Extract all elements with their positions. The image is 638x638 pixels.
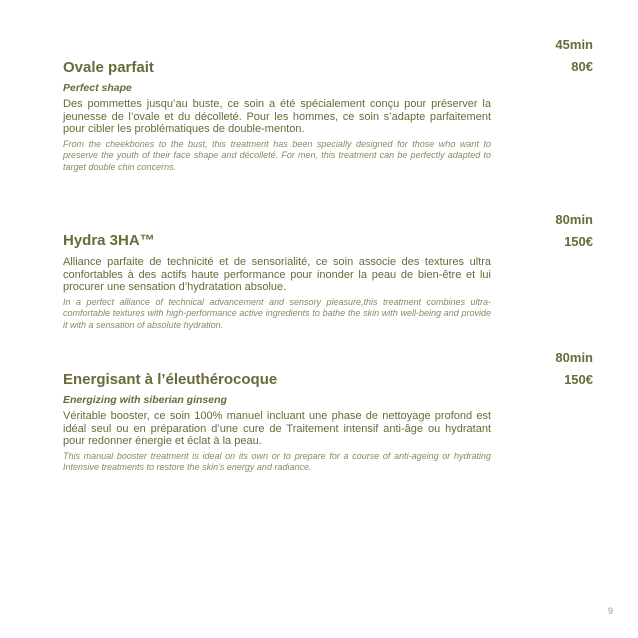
treatment-title: Ovale parfait bbox=[63, 59, 154, 76]
treatment-title: Energisant à l’éleuthérocoque bbox=[63, 371, 278, 388]
price-block-energisant bbox=[555, 347, 593, 391]
treatment-hydra-3ha bbox=[63, 232, 491, 331]
price: 80€ bbox=[571, 59, 593, 74]
description-fr: Alliance parfaite de technicité et de sensorialité, ce soin associe des textures ultra confortables à des actifs haute performance pour inonder la peau de bien-être et lui procurer une sensation d’hydratation absolue. bbox=[63, 256, 491, 293]
price-block-ovale bbox=[555, 34, 593, 78]
duration: 80min bbox=[555, 350, 593, 365]
treatment-energisant bbox=[63, 371, 491, 474]
treatment-ovale-parfait bbox=[63, 59, 491, 173]
price: 150€ bbox=[564, 372, 593, 387]
description-en: In a perfect alliance of technical advancement and sensory pleasure,this treatment combines ultra-comfortable textures with high-performance active ingredients to bathe the skin with well-being and provide it with a sensation of absolute hydration. bbox=[63, 296, 491, 330]
description-fr: Véritable booster, ce soin 100% manuel incluant une phase de nettoyage profond est idéal seul ou en préparation d’une cure de Traitement intensif anti-âge ou hydratant pour redonner énergie et éclat à la peau. bbox=[63, 410, 491, 447]
description-fr: Des pommettes jusqu’au buste, ce soin a été spécialement conçu pour préserver la jeunesse de l’ovale et du décolleté. Pour les hommes, ce soin s’adapte parfaitement pour cibler les problématiques de double-menton. bbox=[63, 98, 491, 135]
treatment-subtitle: Energizing with siberian ginseng bbox=[63, 394, 227, 406]
page-number: 9 bbox=[607, 606, 613, 616]
treatment-subtitle: Perfect shape bbox=[63, 82, 132, 94]
treatment-title: Hydra 3HA™ bbox=[63, 232, 155, 249]
price: 150€ bbox=[564, 234, 593, 249]
description-en: This manual booster treatment is ideal on its own or to prepare for a course of anti-ageing or hydrating Intensive treatments to restore the skin’s energy and radiance. bbox=[63, 450, 491, 472]
description-en: From the cheekbones to the bust, this treatment has been specially designed for those who want to preserve the youth of their face shape and décolleté. For men, this treatment can be perfectly adapted to target double chin concerns. bbox=[63, 138, 491, 172]
duration: 80min bbox=[555, 212, 593, 227]
price-block-hydra bbox=[555, 209, 593, 253]
duration: 45min bbox=[555, 37, 593, 52]
